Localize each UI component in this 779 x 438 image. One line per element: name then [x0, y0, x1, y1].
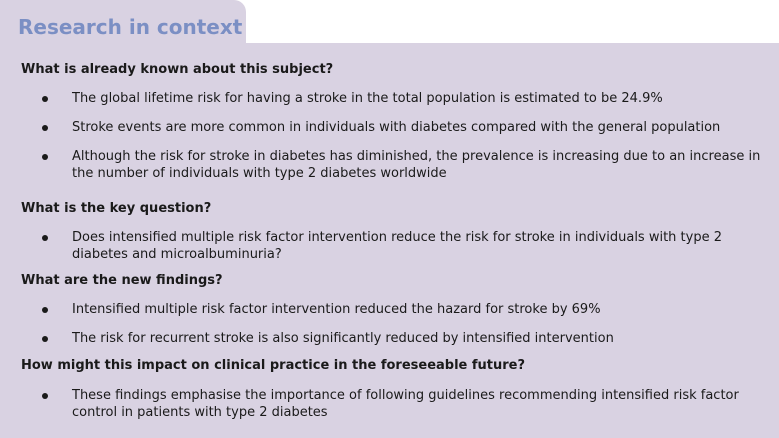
bullet-icon — [42, 235, 48, 241]
box-title: Research in context — [18, 15, 243, 39]
bullet-icon — [42, 307, 48, 313]
bullet-icon — [42, 96, 48, 102]
bullet-icon — [42, 393, 48, 399]
bullet-icon — [42, 154, 48, 160]
section-heading-key-question: What is the key question? — [21, 201, 212, 216]
research-in-context-tab — [0, 0, 246, 44]
list-item: Intensified multiple risk factor intervention reduced the hazard for stroke by 69% — [72, 302, 601, 317]
list-item: Does intensified multiple risk factor intervention reduce the risk for stroke in individuals with type 2 diabetes and microalbuminuria? — [72, 230, 722, 262]
list-item: Stroke events are more common in individuals with diabetes compared with the general population — [72, 120, 721, 135]
section-heading-clinical-impact: How might this impact on clinical practice in the foreseeable future? — [21, 358, 526, 373]
list-item: These findings emphasise the importance of following guidelines recommending intensified risk factor control in patients with type 2 diabetes — [72, 388, 739, 420]
section-heading-new-findings: What are the new findings? — [21, 273, 223, 288]
list-item: The global lifetime risk for having a stroke in the total population is estimated to be 24.9% — [72, 91, 663, 106]
bullet-icon — [42, 125, 48, 131]
bullet-icon — [42, 336, 48, 342]
list-item: Although the risk for stroke in diabetes has diminished, the prevalence is increasing due to an increase in the number of individuals with type 2 diabetes worldwide — [72, 149, 761, 181]
section-heading-known: What is already known about this subject? — [21, 62, 334, 77]
list-item: The risk for recurrent stroke is also significantly reduced by intensified intervention — [72, 331, 614, 346]
